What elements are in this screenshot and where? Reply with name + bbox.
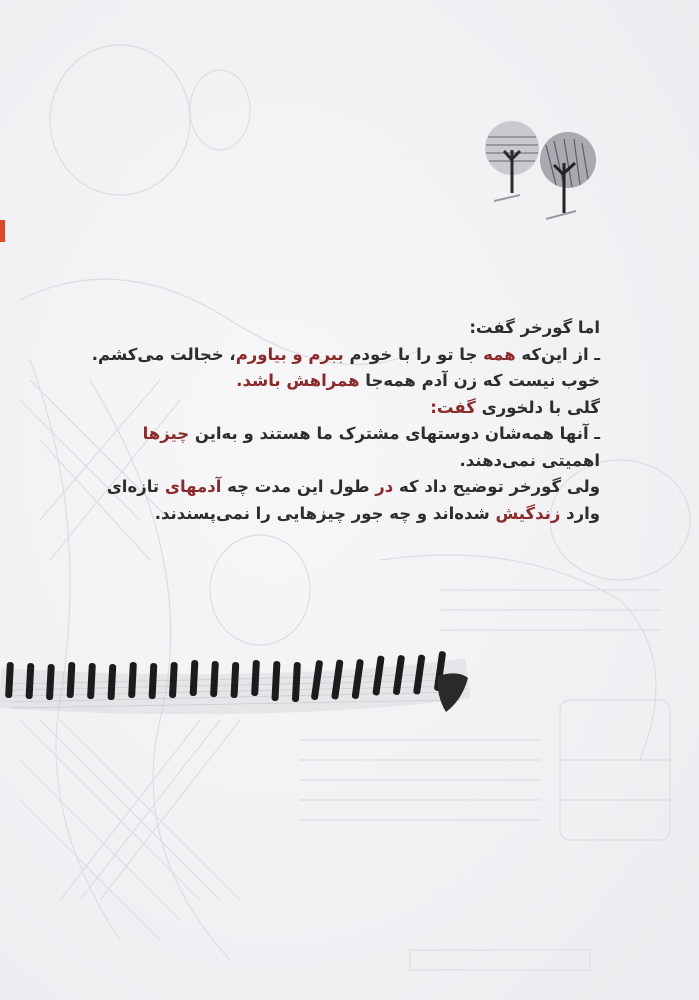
story-text-segment: اهمیتی نمی‌دهند. [459, 450, 600, 470]
story-text-segment: گلی با دلخوری [475, 397, 600, 417]
tree-left-icon [485, 121, 539, 201]
story-line [60, 315, 600, 342]
story-line [60, 342, 600, 369]
story-text-segment: گفت: [430, 397, 476, 417]
story-text-segment: طول این مدت چه [221, 477, 376, 496]
trees-illustration [480, 115, 610, 225]
story-line [60, 421, 600, 448]
tree-right-icon [540, 132, 596, 219]
story-text-segment: ـ از این‌که [515, 344, 600, 364]
zebra-stripes-tail [0, 640, 470, 730]
story-text-segment: همراهش باشد. [236, 371, 360, 390]
story-text-segment: همه [483, 344, 516, 364]
story-text-segment: ببرم و بیاورم [235, 344, 344, 364]
story-text [60, 315, 600, 527]
story-line [60, 501, 600, 528]
story-text-segment: جا تو را با خودم [343, 344, 484, 364]
story-text-segment: ـ آنها همه‌شان دوستهای مشترک ما هستند و به‌این [189, 424, 600, 443]
story-text-segment: ، خجالت می‌کشم. [91, 344, 236, 364]
story-line [60, 474, 600, 501]
story-text-segment: زندگیش [495, 503, 561, 523]
story-line [60, 368, 600, 395]
story-text-segment: شده‌اند و چه جور چیزهایی را نمی‌پسندند. [154, 503, 496, 523]
story-text-segment: اما گورخر گفت: [469, 318, 600, 337]
story-text-segment: خوب نیست که زن آدم همه‌جا [359, 371, 600, 390]
story-line [60, 448, 600, 475]
story-line [60, 395, 600, 422]
story-text-segment: ولی گورخر توضیح داد که [393, 477, 600, 496]
story-text-segment: تازه‌ای [106, 477, 165, 496]
story-text-segment: چیزها [142, 424, 190, 443]
story-text-segment: در [375, 477, 394, 496]
story-text-segment: آدمهای [164, 477, 222, 496]
story-text-segment: وارد [560, 503, 600, 523]
